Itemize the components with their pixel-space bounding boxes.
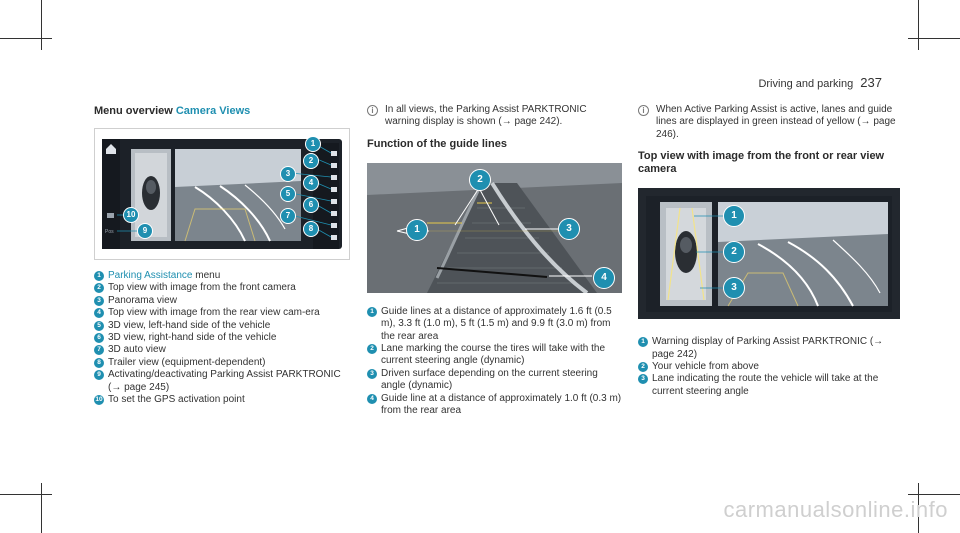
column-camera-views [94,104,350,406]
crop-mark [918,0,919,50]
callout-1: 1 [723,205,745,227]
list-item: 4 Top view with image from the rear view cam‑era [94,307,350,319]
callout-1: 1 [406,219,428,241]
crop-mark [41,483,42,533]
callout-9: 9 [137,223,153,239]
list-item: 10 To set the GPS activation point [95,394,245,406]
crop-mark [908,494,960,495]
list-item: 1 Guide lines at a distance of approximately 1.6 ft (0.5 m), 3.3 ft (1.0 m), 5 ft (1.5 m) and 9.9 ft (3.0 m) from the rear area [367,306,622,343]
list-item: 6 3D view, right‑hand side of the vehicle [94,332,350,344]
list-item: 1 Warning display of Parking Assist PARKTRONIC (→ page 242) [638,336,900,361]
callout-4: 4 [593,267,615,289]
callout-3: 3 [723,277,745,299]
section-heading: Menu overview Camera Views [94,105,251,117]
section-heading: Function of the guide lines [367,137,507,150]
list-item: 9 Activating/deactivating Parking Assist PARKTRONIC (→ page 245) [94,369,350,394]
callout-4: 4 [303,175,319,191]
callout-2: 2 [723,241,745,263]
callout-1: 1 [305,136,321,152]
page-header [758,75,882,90]
camera-views-screenshot [94,128,350,260]
list-item: 7 3D auto view [94,344,350,356]
info-note: i When Active Parking Assist is active, lanes and guide lines are displayed in green instead of yellow (→ page 246). [638,104,900,141]
list-item: 5 3D view, left‑hand side of the vehicle [94,320,350,332]
list-item: 2 Your vehicle from above [638,361,900,373]
callout-8: 8 [303,221,319,237]
callout-6: 6 [303,197,319,213]
column-top-view [638,104,900,398]
top-view-image [638,188,900,319]
svg-text:Pos: Pos [105,229,114,235]
callout-10: 10 [123,207,139,223]
watermark: carmanualsonline.info [723,497,948,522]
legend-list [638,336,900,398]
list-item: 3 Panorama view [94,295,350,307]
crop-mark [0,494,52,495]
crop-mark [41,0,42,50]
info-icon: i [638,105,649,116]
section-heading: Top view with image from the front or rear view camera [638,150,885,176]
crop-mark [0,38,52,39]
list-item: 3 Driven surface depending on the current steering angle (dynamic) [367,368,622,393]
legend-list [367,306,622,418]
guide-lines-image [367,163,622,293]
callout-7: 7 [280,208,296,224]
section-title: Driving and parking [758,78,854,90]
crop-mark [908,38,960,39]
page-number: 237 [860,75,882,90]
list-item: 4 Guide line at a distance of approximately 1.0 ft (0.3 m) from the rear area [367,393,622,418]
list-item: 3 Lane indicating the route the vehicle will take at the current steering angle [638,373,900,398]
callout-2: 2 [303,153,319,169]
column-guide-lines [367,104,622,417]
info-icon: i [367,105,378,116]
list-item: 2 Lane marking the course the tires will take with the current steering angle (dynamic) [367,343,622,368]
callout-2: 2 [469,169,491,191]
callout-3: 3 [558,218,580,240]
callout-5: 5 [280,186,296,202]
parking-assistance-link[interactable]: Parking Assistance [108,270,193,281]
list-item: 8 Trailer view (equipment‑dependent) [94,357,350,369]
list-item: 2 Top view with image from the front camera [94,282,350,294]
list-item: 1 Parking Assistance menu [94,270,350,282]
info-note: i In all views, the Parking Assist PARKTRONIC warning display is shown (→ page 242). [367,104,622,129]
legend-list [94,270,350,406]
callout-3: 3 [280,166,296,182]
